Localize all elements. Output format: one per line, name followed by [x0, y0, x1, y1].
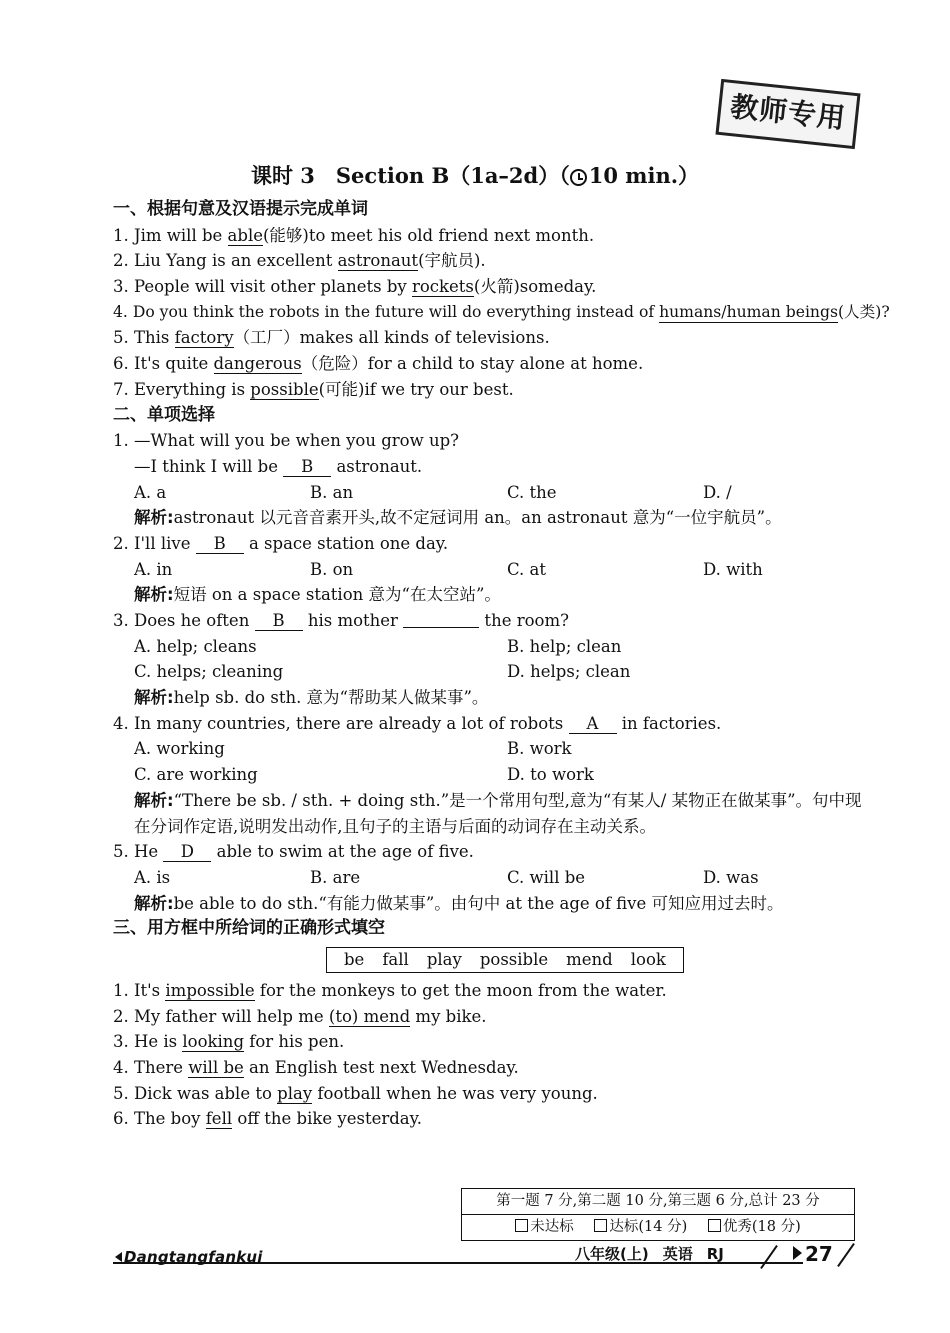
option: D. / [703, 482, 732, 502]
word: possible [479, 949, 549, 969]
option: D. was [703, 867, 759, 887]
explanation: 解析:astronaut 以元音音素开头,故不定冠词用 an。an astronaut 意为“一位宇航员”。 [134, 508, 782, 528]
blank [403, 609, 479, 628]
option: D. helps; clean [507, 662, 631, 682]
answer: rockets [411, 277, 474, 297]
part1-item: 6. It's quite dangerous（危险）for a child to stay alone at home. [113, 354, 644, 374]
explanation: 解析:“There be sb. / sth. + doing sth.”是一个常用句型,意为“有某人/ 某物正在做某事”。句中现在分词作定语,说明发出动作,且句子的主语与后面的动词存在主动关系。 [134, 790, 862, 836]
part3-item: 2. My father will help me (to) mend my bike. [113, 1006, 487, 1026]
word: be [344, 949, 365, 969]
answer: will be [188, 1058, 244, 1078]
part2-heading: 二、单项选择 [113, 404, 215, 425]
answer: play [277, 1083, 313, 1103]
option: B. are [310, 867, 361, 887]
option: B. on [310, 559, 354, 579]
option: C. will be [507, 867, 586, 887]
option: A. is [134, 867, 171, 887]
answer: (to) mend [328, 1006, 411, 1026]
part1-heading: 一、根据句意及汉语提示完成单词 [113, 199, 368, 219]
answer: B [283, 457, 331, 477]
question-stem: 1. —What will you be when you grow up? [113, 431, 459, 451]
option: B. work [507, 739, 572, 759]
option: A. in [134, 559, 173, 579]
checkbox-not-passed[interactable] [515, 1219, 528, 1232]
page-number: 27 [793, 1242, 833, 1266]
explanation: 解析:help sb. do sth. 意为“帮助某人做某事”。 [134, 688, 489, 708]
part3-item: 3. He is looking for his pen. [113, 1032, 345, 1052]
option: C. at [507, 559, 546, 579]
exercise-content [113, 197, 890, 1132]
part1-item: 2. Liu Yang is an excellent astronaut(宇航员). [113, 251, 486, 271]
answer: fell [205, 1109, 233, 1129]
page-title: 课时 3 Section B（1a–2d）（ 10 min.） [250, 163, 700, 188]
answer: astronaut [337, 251, 419, 271]
option: C. helps; cleaning [134, 662, 284, 682]
explanation: 解析:短语 on a space station 意为“在太空站”。 [134, 585, 501, 605]
checkbox-excellent[interactable] [708, 1219, 721, 1232]
option: A. working [134, 739, 225, 759]
options-row [113, 762, 863, 788]
score-summary: 第一题 7 分,第二题 10 分,第三题 6 分,总计 23 分 [462, 1189, 854, 1215]
word: mend [566, 949, 613, 969]
word: play [426, 949, 462, 969]
word: look [630, 949, 666, 969]
part1-item: 4. Do you think the robots in the future will do everything instead of humans/human beings(人类)? [113, 302, 890, 321]
answer: D [163, 842, 211, 862]
option: D. to work [507, 765, 594, 785]
part1-item: 1. Jim will be able(能够)to meet his old friend next month. [113, 225, 595, 245]
part3-heading: 三、用方框中所给词的正确形式填空 [113, 918, 385, 939]
answer: humans/human beings [659, 302, 838, 321]
options-row [113, 557, 863, 583]
checkbox-passed[interactable] [594, 1219, 607, 1232]
options-row [113, 659, 863, 685]
divider-slash [837, 1243, 855, 1267]
option: B. an [310, 482, 354, 502]
divider-slash [760, 1245, 778, 1269]
teacher-only-stamp: 教师专用 [715, 79, 860, 149]
option: C. the [507, 482, 557, 502]
brand-logo: Dangtangfankui [115, 1248, 263, 1266]
part1-item: 7. Everything is possible(可能)if we try our best. [113, 379, 514, 399]
question-stem: 4. In many countries, there are already a lot of robots A in factories. [113, 713, 722, 733]
word-box [326, 947, 684, 973]
word-box-row [113, 942, 863, 978]
option: C. are working [134, 765, 258, 785]
question-stem: 5. He D able to swim at the age of five. [113, 842, 474, 862]
part3-item: 5. Dick was able to play football when he was very young. [113, 1083, 598, 1103]
option: B. help; clean [507, 636, 622, 656]
explanation: 解析:be able to do sth.“有能力做某事”。由句中 at the age of five 可知应用过去时。 [134, 893, 784, 913]
answer: A [569, 714, 617, 734]
option: A. help; cleans [134, 636, 257, 656]
answer: B [196, 534, 244, 554]
answer: possible [250, 379, 319, 399]
question-stem: —I think I will be B astronaut. [134, 456, 423, 476]
question-stem: 2. I'll live B a space station one day. [113, 533, 449, 553]
answer: factory [174, 328, 234, 348]
answer: dangerous [213, 354, 302, 374]
part1-item: 5. This factory（工厂）makes all kinds of televisions. [113, 328, 550, 348]
part3-item: 1. It's impossible for the monkeys to get the moon from the water. [113, 980, 667, 1000]
clock-icon [570, 169, 587, 186]
options-row [113, 865, 863, 891]
arrow-right-icon [793, 1246, 802, 1260]
score-levels: 未达标 达标(14 分) 优秀(18 分) [462, 1215, 854, 1240]
word: fall [382, 949, 409, 969]
answer: B [255, 611, 303, 631]
grade-subject: 八年级(上) 英语 RJ [575, 1245, 724, 1263]
question-stem: 3. Does he often B his mother the room? [113, 611, 569, 630]
score-box [461, 1188, 855, 1241]
part3-item: 6. The boy fell off the bike yesterday. [113, 1109, 423, 1129]
option: A. a [134, 482, 167, 502]
option: D. with [703, 559, 763, 579]
answer: impossible [165, 980, 255, 1000]
answer: looking [182, 1032, 244, 1052]
options-row [113, 480, 863, 506]
options-row [113, 634, 863, 660]
part1-item: 3. People will visit other planets by rockets(火箭)someday. [113, 277, 597, 297]
options-row [113, 736, 863, 762]
answer: able [227, 225, 263, 245]
part3-item: 4. There will be an English test next Wednesday. [113, 1058, 519, 1078]
